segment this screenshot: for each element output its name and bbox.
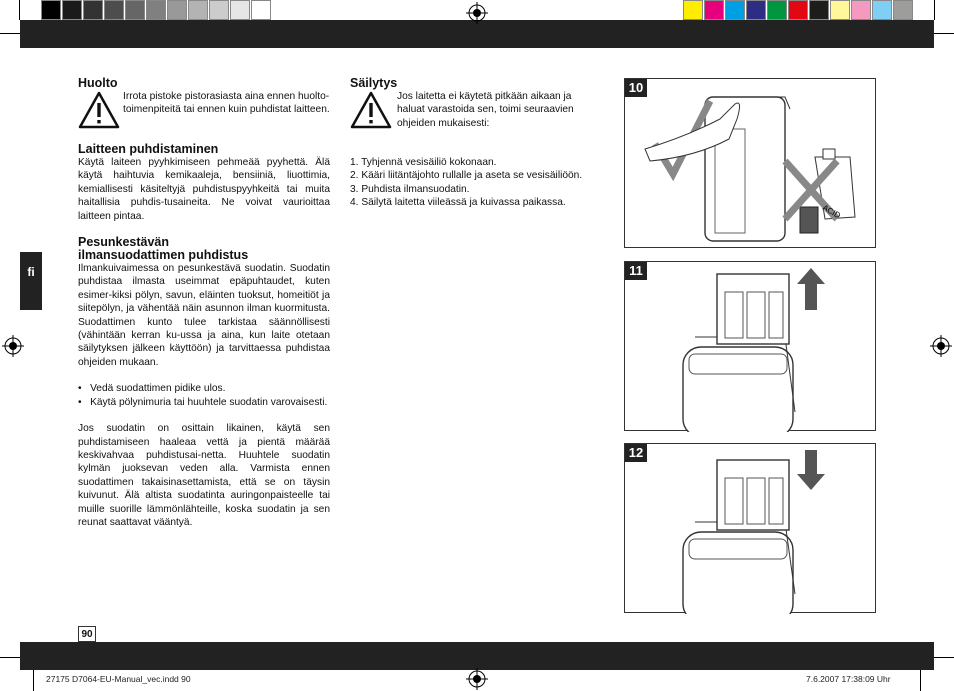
page-number: 90 [78,626,96,642]
huolto-heading: Huolto [78,76,118,90]
registration-mark-icon [466,668,488,690]
warning-icon [78,91,120,129]
list-item: 1. Tyhjennä vesisäiliö kokonaan. [350,157,497,168]
acid-label: ACID [820,202,843,221]
color-swatch [746,0,766,20]
color-swatch [872,0,892,20]
crop-mark [0,33,20,34]
color-swatch [188,0,208,20]
crop-mark [0,657,20,658]
color-swatch [146,0,166,20]
color-swatch [167,0,187,20]
footer-file-info: 27175 D7064-EU-Manual_vec.indd 90 [46,674,191,684]
figure-number: 12 [625,444,647,462]
color-swatch [683,0,703,20]
filter-removal-illustration [625,262,877,432]
color-swatch [893,0,913,20]
crop-mark [934,33,954,34]
color-swatch [41,0,61,20]
figure-10 [624,78,876,248]
dehumidifier-cleaning-illustration [625,79,877,249]
sailytys-heading: Säilytys [350,76,398,90]
color-swatch [251,0,271,20]
registration-mark-icon [930,335,952,357]
middle-column [350,77,590,210]
list-item: 2. Kääri liitäntäjohto rullalle ja aseta se vesisäiliöön. [350,170,583,182]
color-swatch [788,0,808,20]
color-swatch [767,0,787,20]
figure-number: 10 [625,79,647,97]
color-swatch [725,0,745,20]
color-swatch [230,0,250,20]
language-tab: fi [20,252,42,310]
sailytys-text: Jos laitetta ei käytetä pitkään aikaan ja haluat varastoida sen, toimi seuraavien ohjeiden mukaisesti: [397,91,574,129]
figure-12 [624,443,876,613]
color-swatch [209,0,229,20]
huolto-text: Irrota pistoke pistorasiasta aina ennen huolto-toimenpiteitä tai ennen kuin puhdistat laitteen. [123,91,330,116]
footer-bar [20,642,934,670]
color-swatch [704,0,724,20]
color-swatch [104,0,124,20]
crop-mark [920,670,921,691]
suodatin-text: Ilmankuivaimessa on pesunkestävä suodatin. Suodatin puhdistaa ilmasta useimmat epäpuhtaudet, kuten esimer-kiksi pölyn, savun, eläinten tuoksut, homeitiöt ja siitepölyn, ja vähentää näin asunnon ilman kuormitusta. Suodattimen kunto tulee tarkistaa säännöllisesti (vähintään kerran ku-ussa ja aina, kun laite otetaan säilytyksen jälkeen käyttöön) ja tarvittaessa puhdistaa ohjeiden mukaan. [78,263,330,368]
color-swatch [83,0,103,20]
footer-timestamp: 7.6.2007 17:38:09 Uhr [806,674,891,684]
suodatin-heading: Pesunkestävän ilmansuodattimen puhdistus [78,235,249,263]
list-item: 4. Säilytä laitetta viileässä ja kuivassa paikassa. [350,197,566,209]
warning-icon [350,91,392,129]
color-swatch [62,0,82,20]
suodatin-text-2: Jos suodatin on osittain likainen, käytä sen puhdistamiseen haaleaa vettä ja pientä määrää keskivahvaa puhdistusai-netta. Huuhtele suodatin kylmän juoksevan veden alla. Varmista ennen suodattimen takaisinasettamista, että se on täysin kuivunut. Älä altista suodatinta auringonpaisteelle tai muille suorille lämmönlähteille, koska suodatin ja sen reunat saattavat vääntyä. [78,423,330,528]
color-swatch [830,0,850,20]
puhdistaminen-text: Käytä laiteen pyyhkimiseen pehmeää pyyhettä. Älä käytä haihtuvia kemikaaleja, bensiiniä, liuottimia, kemiallisesti käsiteltyjä puhdistuspyyhkeitä tai muita haitallisia puhdis-tusaineita. Ne voivat vaurioittaa laitteen pintaa. [78,157,330,222]
crop-mark [19,0,20,20]
crop-mark [33,670,34,691]
color-swatch [851,0,871,20]
header-bar [20,20,934,48]
filter-insertion-illustration [625,444,877,614]
list-item: • Vedä suodattimen pidike ulos. [78,383,226,395]
crop-mark [934,657,954,658]
list-item: 3. Puhdista ilmansuodatin. [350,183,470,195]
color-swatch [125,0,145,20]
color-swatch [809,0,829,20]
list-item: • Käytä pölynimuria tai huuhtele suodatin varovaisesti. [78,396,328,408]
registration-mark-icon [2,335,24,357]
figure-11 [624,261,876,431]
left-column [78,77,330,529]
puhdistaminen-heading: Laitteen puhdistaminen [78,142,219,156]
registration-mark-icon [466,2,488,24]
figure-number: 11 [625,262,647,280]
crop-mark [934,0,935,20]
